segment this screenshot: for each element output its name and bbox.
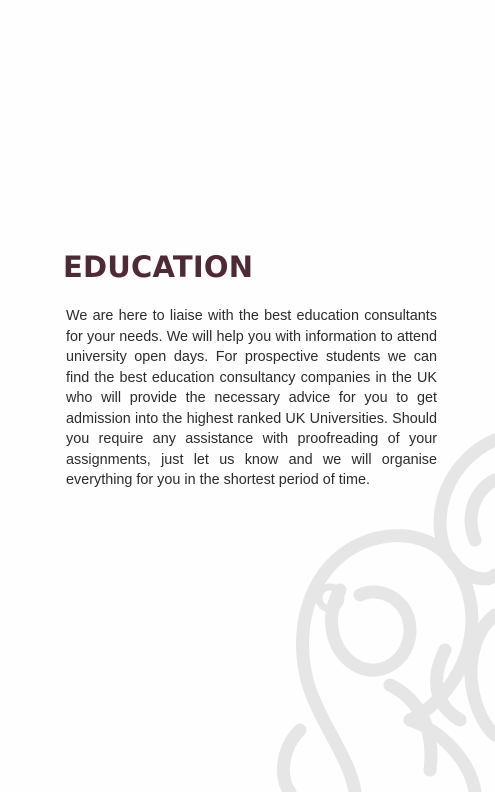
section-heading: EDUCATION: [63, 250, 254, 284]
section-body-text: We are here to liaise with the best education consultants for your needs. We will help you with information to attend university open days. For prospective students we can find the best education consultancy companies in the UK who will provide the necessary advice for you to get admission into the highest ranked UK Universities. Should you require any assistance with proofreading of your assignments, just let us know and we will organise everything for you in the shortest period of time.: [66, 308, 437, 488]
